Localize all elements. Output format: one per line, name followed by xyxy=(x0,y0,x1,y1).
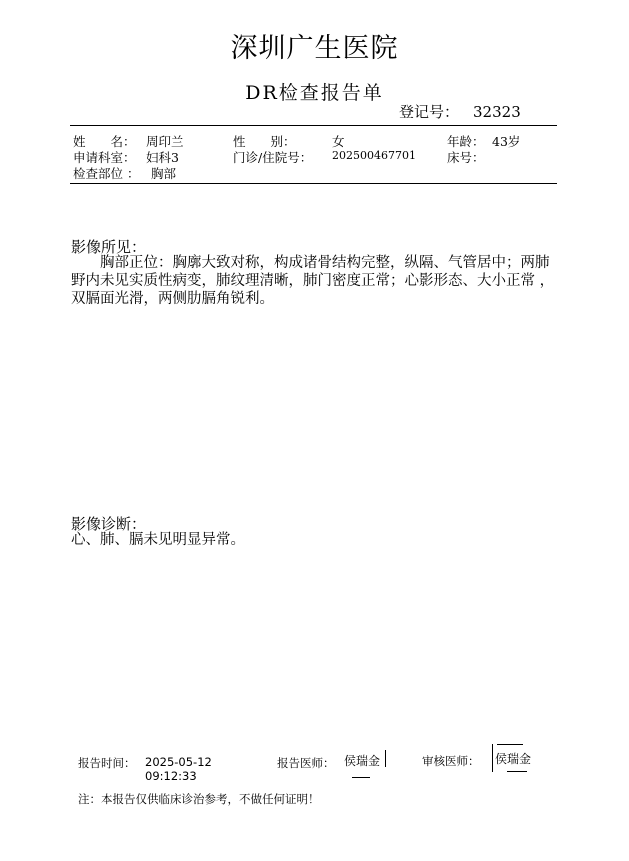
report-doctor-signature: 侯瑞金 xyxy=(344,754,381,768)
dept-label: 申请科室： xyxy=(73,150,136,165)
disclaimer-note: 注：本报告仅供临床诊治参考，不做任何证明！ xyxy=(78,792,320,806)
registration-label: 登记号： xyxy=(399,103,460,121)
age-value: 43岁 xyxy=(492,134,521,149)
clinic-number-label: 门诊/住院号： xyxy=(233,150,313,165)
name-label: 姓 名： xyxy=(73,134,136,149)
reviewer-signature-mark xyxy=(492,744,493,772)
doctor-signature-mark xyxy=(385,750,386,767)
clinic-number-value: 202500467701 xyxy=(332,149,416,162)
diagnosis-text: 心、肺、膈未见明显异常。 xyxy=(71,532,245,548)
findings-heading: 影像所见： xyxy=(71,238,147,256)
report-title: DR检查报告单 xyxy=(245,82,384,104)
reviewer-signature-underline xyxy=(507,771,527,772)
name-value: 周印兰 xyxy=(146,134,184,149)
sex-value: 女 xyxy=(332,134,345,149)
report-time-label: 报告时间： xyxy=(78,756,136,770)
age-label: 年龄： xyxy=(447,134,485,149)
reviewer-label: 审核医师： xyxy=(422,754,480,768)
reviewer-signature-overline xyxy=(497,744,523,745)
header-rule-bottom xyxy=(70,183,557,184)
hospital-name: 深圳广生医院 xyxy=(230,33,399,64)
report-doctor-label: 报告医师： xyxy=(277,756,335,770)
report-time: 09:12:33 xyxy=(145,769,197,783)
registration-value: 32323 xyxy=(473,103,521,121)
dept-value: 妇科3 xyxy=(146,150,179,165)
sex-label: 性 别： xyxy=(233,134,296,149)
report-date: 2025-05-12 xyxy=(145,755,212,769)
doctor-signature-underline xyxy=(352,777,370,778)
diagnosis-heading: 影像诊断： xyxy=(71,515,147,533)
exam-part-label: 检查部位 ： xyxy=(73,166,140,181)
exam-part-value: 胸部 xyxy=(151,166,177,181)
findings-text: 胸部正位：胸廓大致对称，构成诸骨结构完整，纵隔、气管居中；两肺野内未见实质性病变，肺纹理清晰，肺门密度正常；心影形态、大小正常 ，双膈面光滑，两侧肋膈角锐利。 xyxy=(71,255,555,307)
reviewer-signature: 侯瑞金 xyxy=(495,752,532,766)
header-rule-top xyxy=(70,125,557,126)
bed-label: 床号： xyxy=(447,150,485,165)
registration-number xyxy=(399,101,521,122)
